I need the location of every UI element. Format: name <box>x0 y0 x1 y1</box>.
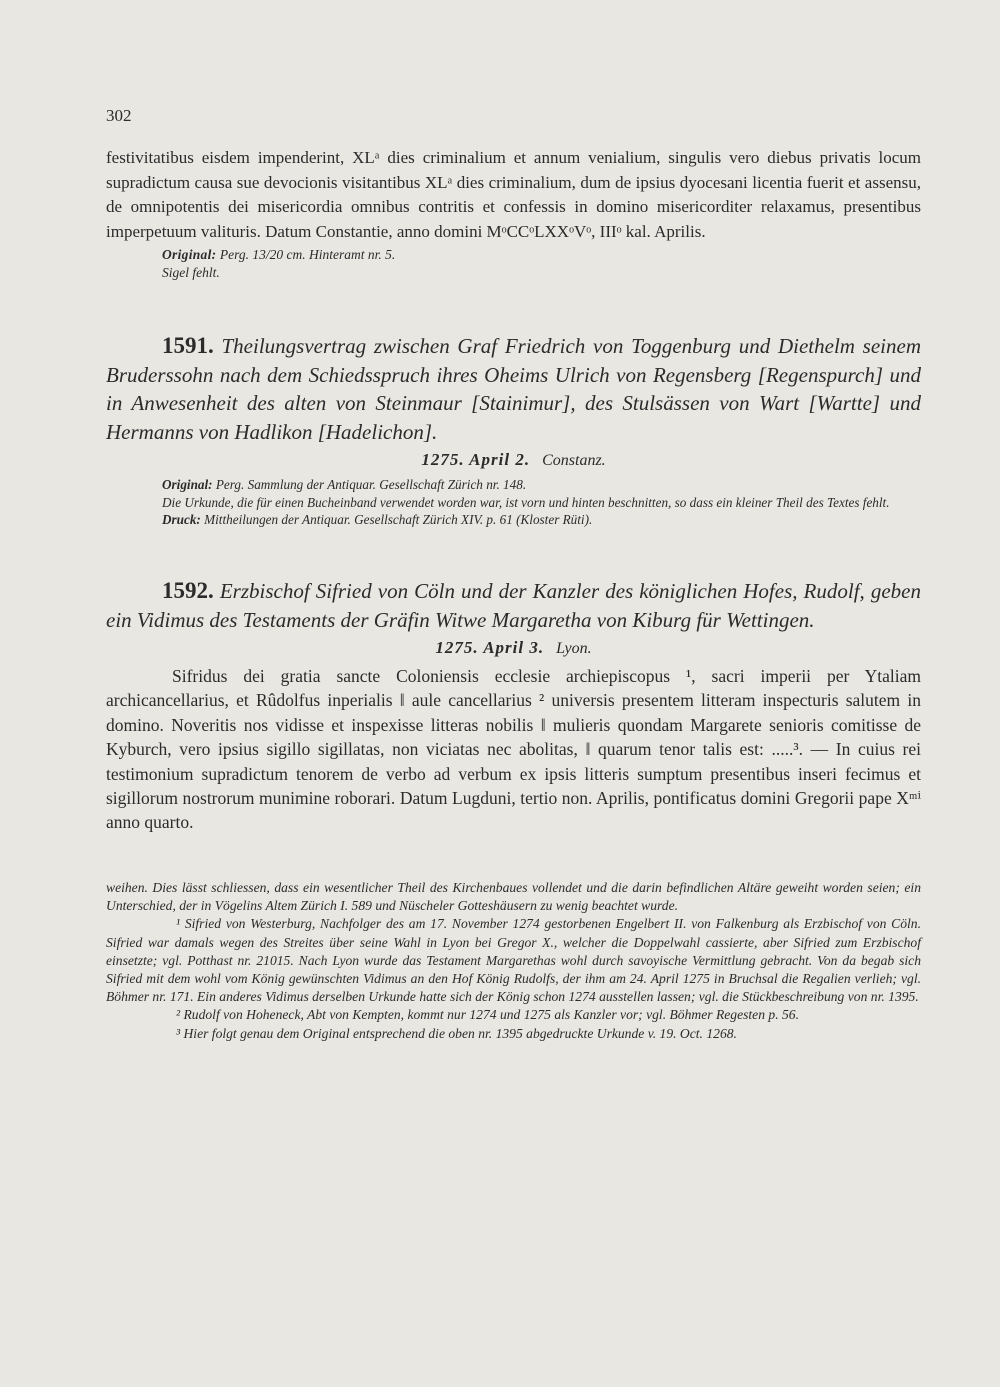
entry-1591-place: Constanz. <box>542 452 606 469</box>
footnotes <box>106 879 921 1043</box>
footnote-1: ¹ Sifried von Westerburg, Nachfolger des am 17. November 1274 gestorbenen Engelbert II. von Falkenburg als Erzbischof von Cöln. Sifried war damals wegen des Streites über seine Wahl in Lyon bei Gregor X., welcher die Doppelwahl cassierte, aber Sifried zum Erzbischof einsetzte; vgl. Potthast nr. 21015. Nach Lyon wurde das Testament Margarethas wohl durch savoyische Vermittlung gebracht. Von da begab sich Sifried mit dem wohl vom König gewünschten Vidimus an den Hof König Rudolfs, der ihm am 24. April 1275 in Bruchsal die Regalien verlieh; vgl. Böhmer nr. 171. Ein anderes Vidimus derselben Urkunde hatte sich der König schon 1274 ausstellen lassen; vgl. die Stückbeschreibung von nr. 1395. <box>106 916 921 1005</box>
entry-1591 <box>106 332 921 529</box>
entry-1592-place: Lyon. <box>556 640 592 657</box>
previous-entry-text: festivitatibus eisdem impenderint, XLᵃ dies criminalium et annum venialium, singulis vero diebus privatis locum supradictum causa sue devocionis visitantibus XLᵃ dies criminalium, dum de ipsius dyocesani licentia fuerit et assensu, de omnipotentis dei misericordia omnibus contritis et confessis in domino misericorditer relaxamus, presentibus imperpetuum valituris. Datum Constantie, anno domini MᵒCCᵒLXXᵒVᵒ, IIIᵒ kal. Aprilis. <box>106 148 921 242</box>
original-text: Perg. Sammlung der Antiquar. Gesellschaft Zürich nr. 148. <box>215 477 527 492</box>
previous-entry-continuation <box>106 146 921 282</box>
previous-entry-original <box>106 246 921 264</box>
footnote-2: ² Rudolf von Hoheneck, Abt von Kempten, kommt nur 1274 und 1275 als Kanzler vor; vgl. Böhmer Regesten p. 56. <box>176 1007 799 1023</box>
entry-1591-dateline <box>106 450 921 470</box>
print-label: Druck: <box>162 512 201 527</box>
footnote-3: ³ Hier folgt genau dem Original entsprechend die oben nr. 1395 abgedruckte Urkunde v. 19. Oct. 1268. <box>176 1025 737 1041</box>
previous-entry-seal: Sigel fehlt. <box>162 264 220 280</box>
entry-1592-date: 1275. April 3. <box>435 638 545 657</box>
entry-1592-body: Sifridus dei gratia sancte Coloniensis ecclesie archiepiscopus ¹, sacri imperii per Ytaliam archicancellarius, et Rûdolfus inperialis ‖ aule cancellarius ² universis presentem litteram inspecturis salutem in domino. Noveritis nos vidisse et inspexisse litteras nobilis ‖ mulieris quondam Margarete senioris comitisse de Kyburch, vero ipsius sigillo sigillatas, non viciatas nec abolitas, ‖ quarum tenor talis est: .....³. — In cuius rei testimonium supradictum tenorem de verbo ad verbum ex ipsis litteris sumptum presentibus inseri fecimus et sigillorum nostrorum munimine roborari. Datum Lugduni, tertio non. Aprilis, pontificatus domini Gregorii pape Xᵐⁱ anno quarto. <box>106 666 921 833</box>
entry-1592-heading: Erzbischof Sifried von Cöln und der Kanzler des königlichen Hofes, Rudolf, geben ein Vidimus des Testaments der Gräfin Witwe Margaretha von Kiburg für Wettingen. <box>106 579 921 632</box>
entry-1592 <box>106 577 921 835</box>
entry-1592-heading-block <box>106 577 921 634</box>
original-text: Perg. 13/20 cm. Hinteramt nr. 5. <box>219 246 396 262</box>
entry-1591-note: Die Urkunde, die für einen Bucheinband verwendet worden war, ist vorn und hinten beschnitten, so dass ein kleiner Theil des Textes fehlt. <box>162 494 890 510</box>
original-label: Original: <box>162 477 213 492</box>
original-label: Original: <box>162 246 217 262</box>
footnote-continuation: weihen. Dies lässt schliessen, dass ein wesentlicher Theil des Kirchenbaues vollendet und die darin befindlichen Altäre geweiht worden seien; ein Unterschied, der in Vögelins Altem Zürich I. 589 und Nüscheler Gotteshäusern zu wenig beachtet wurde. <box>106 880 921 914</box>
entry-1591-print <box>106 511 921 529</box>
entry-1591-heading-block <box>106 332 921 446</box>
entry-1591-original <box>106 476 921 494</box>
print-text: Mittheilungen der Antiquar. Gesellschaft Zürich XIV. p. 61 (Kloster Rüti). <box>204 512 593 527</box>
page-number: 302 <box>106 106 132 125</box>
entry-1592-dateline <box>106 638 921 658</box>
entry-1591-heading: Theilungsvertrag zwischen Graf Friedrich von Toggenburg und Diethelm seinem Bruderssohn nach dem Schiedsspruch ihres Oheims Ulrich von Regensberg [Regenspurch] und in Anwesenheit des alten von Steinmaur [Stainimur], des Stulsässen von Wart [Wartte] und Hermanns von Hadlikon [Hadelichon]. <box>106 334 921 444</box>
entry-1592-number: 1592. <box>162 578 214 603</box>
entry-1591-date: 1275. April 2. <box>421 450 531 469</box>
entry-1591-number: 1591. <box>162 333 214 358</box>
